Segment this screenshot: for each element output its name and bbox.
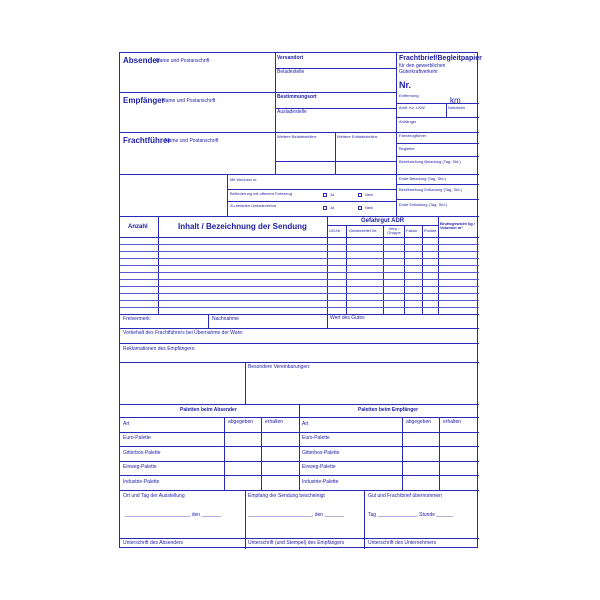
pal-abs-row-einweg: Einweg-Palette [123,464,157,470]
empfang-line: _______________________, den _______ [248,512,344,518]
document-subtitle-1: für den gewerblichen [399,63,446,69]
rule [120,237,479,238]
unterschrift-empfaenger-label: Unterschrift (und Stempel) des Empfängers [248,540,345,546]
rule [261,417,262,490]
gefahrgut-header: Gefahrgut ADR [361,218,405,224]
amtl-kz-label: Amtl. Kz. LKW [399,105,425,110]
inhalt-header: Inhalt / Bezeichnung der Sendung [178,222,307,231]
reklamationen-label: Reklamationen des Empfängers: [123,346,196,352]
un-nr-header: UN-Nr. [329,228,342,233]
pal-emp-row-industrie: Industrie-Palette [302,479,339,485]
paletten-absender-title: Paletten beim Absender [180,407,237,413]
umladeverbot-nein-checkbox[interactable] [358,206,362,210]
vorbehalt-label: Vorbehalt des Frachtführers bei Übernahme der Ware: [123,330,244,336]
rule [120,417,479,418]
brutto-header: Bruttogewicht kg / Volumen m³ [440,221,475,230]
goods-row-line [120,286,479,287]
rule [396,199,479,200]
rule [120,328,479,329]
rule [327,314,328,328]
weitere-beladestellen-label: Weitere Beladestellen: [277,134,317,139]
empfang-label: Empfang der Sendung bescheinigt [248,493,325,499]
rule [120,92,396,93]
rule [396,117,479,118]
weitere-entladestellen-label: Weitere Entladestellen: [337,134,379,139]
rule [120,174,479,175]
befoerderung-nein-label: Nein [365,192,374,197]
nachnahme-label: Nachnahme [212,316,239,322]
befoerderung-label: Beförderung mit offenem Fahrzeug [230,191,292,196]
bereitstellung-beladung-label: Bereitstellung Beladung (Tag, Std.) [399,159,461,164]
anzahl-header: Anzahl [128,224,148,230]
rule [120,432,479,433]
empfaenger-sub: Name und Postanschrift [162,98,216,104]
rule [120,461,479,462]
zu-beladen-label: Zu beladen Umladeverbot [230,203,277,208]
goods-row-line [120,272,479,273]
empfaenger-label: Empfänger [123,96,165,105]
ort-tag-line: _______________________, den _______ [125,512,221,518]
bestimmungsort-label: Bestimmungsort [277,94,317,100]
pal-emp-art-header: Art [302,421,309,427]
rule [120,490,479,491]
verp-gruppe-header: Verp.-Gruppe [387,226,401,235]
km-label: km [450,96,461,105]
rule [120,216,479,217]
notizbl-label: Notizblatt [448,105,465,110]
ende-beladung-label: Ende Beladung (Tag, Std.) [399,176,446,181]
nr-label: Nr. [399,80,412,90]
gut-uebernommen-label: Gut und Frachtbrief übernommen [368,493,442,499]
umladeverbot-nein-label: Nein [365,205,374,210]
rule [396,103,479,104]
punkte-header: Punkte [424,228,437,233]
rule [245,490,246,549]
goods-row-line [120,293,479,294]
rule [120,362,479,363]
goods-row-line [120,251,479,252]
wert-label: Wert des Gutes [330,315,365,321]
rule [224,417,225,490]
rule [396,156,479,157]
ende-entladung-label: Ende Entladung (Tag, Std.) [399,202,448,207]
rule [245,362,246,404]
pal-emp-abgegeben-header: abgegeben [406,419,432,425]
pal-emp-row-einweg: Einweg-Palette [302,464,336,470]
freight-document [119,52,482,548]
fahrzeugfuehrer-label: Fahrzeugführer [399,133,427,138]
unterschrift-absender-label: Unterschrift des Absenders [123,540,184,546]
gefahrzettel-header: Gefahrzettel Nr. [349,228,378,233]
pal-abs-abgegeben-header: abgegeben [228,419,254,425]
absender-sub: Name und Postanschrift [156,58,210,64]
pal-abs-row-industrie: Industrie-Palette [123,479,160,485]
pal-emp-erhalten-header: erhalten [443,419,462,425]
pal-abs-art-header: Art [123,421,130,427]
rule [327,225,438,226]
umladeverbot-ja-label: Ja [330,205,335,210]
rule [396,143,479,144]
rule [120,314,479,315]
rule [396,53,397,216]
freivermerk-label: Freivermerk: [123,316,152,322]
unterschrift-unternehmer-label: Unterschrift des Unternehmers [368,540,437,546]
pal-abs-row-gitterbox: Gitterbox-Palette [123,450,161,456]
begleiter-label: Begleiter [399,146,415,151]
document-title: Frachtbrief/Begleitpapier [399,55,482,62]
besondere-label: Besondere Vereinbarungen: [248,364,311,370]
pal-abs-row-euro: Euro-Palette [123,435,151,441]
umladeverbot-ja-checkbox[interactable] [323,206,327,210]
bereitstellung-entladung-label: Bereitstellung Entladung (Tag, Std.) [399,187,462,192]
rule [227,201,396,202]
paletten-empfaenger-title: Paletten beim Empfänger [358,407,419,413]
rule [335,132,336,174]
versandort-label: Versandort [277,55,304,61]
rule [439,417,440,490]
befoerderung-ja-label: Ja [330,192,335,197]
entfernung-label: Entfernung [399,93,419,98]
pal-emp-row-gitterbox: Gitterbox-Palette [302,450,340,456]
frachtfuehrer-sub: Name und Postanschrift [165,138,219,144]
rule [364,490,365,549]
tag-stunde-line: Tag ______________, Stunde ______ [368,512,454,518]
rule [120,538,479,539]
rule [120,446,479,447]
goods-row-line [120,300,479,301]
faktor-header: Faktor [406,228,418,233]
absender-label: Absender [123,56,160,65]
pal-abs-erhalten-header: erhalten [265,419,284,425]
ort-tag-label: Ort und Tag der Ausstellung [123,493,185,499]
anhaenger-label: Anhänger [399,119,417,124]
rule [446,103,447,117]
entladestelle-label: Ausladestelle [277,109,307,115]
document-subtitle-2: Güterkraftverkehr [399,69,438,75]
pal-emp-row-euro: Euro-Palette [302,435,330,441]
rule [396,184,479,185]
goods-row-line [120,258,479,259]
goods-row-line [120,244,479,245]
mit-wechsel-label: Mit Wechsel m: [230,177,258,182]
goods-row-line [120,279,479,280]
rule [227,189,396,190]
rule [120,343,479,344]
goods-row-line [120,307,479,308]
rule [120,475,479,476]
goods-row-line [120,265,479,266]
rule [402,417,403,490]
frachtfuehrer-label: Frachtführer [123,136,171,145]
rule [275,53,276,174]
befoerderung-nein-checkbox[interactable] [358,193,362,197]
befoerderung-ja-checkbox[interactable] [323,193,327,197]
rule [227,174,228,216]
beladestelle-label: Beladestelle [277,69,305,75]
rule [208,314,209,328]
